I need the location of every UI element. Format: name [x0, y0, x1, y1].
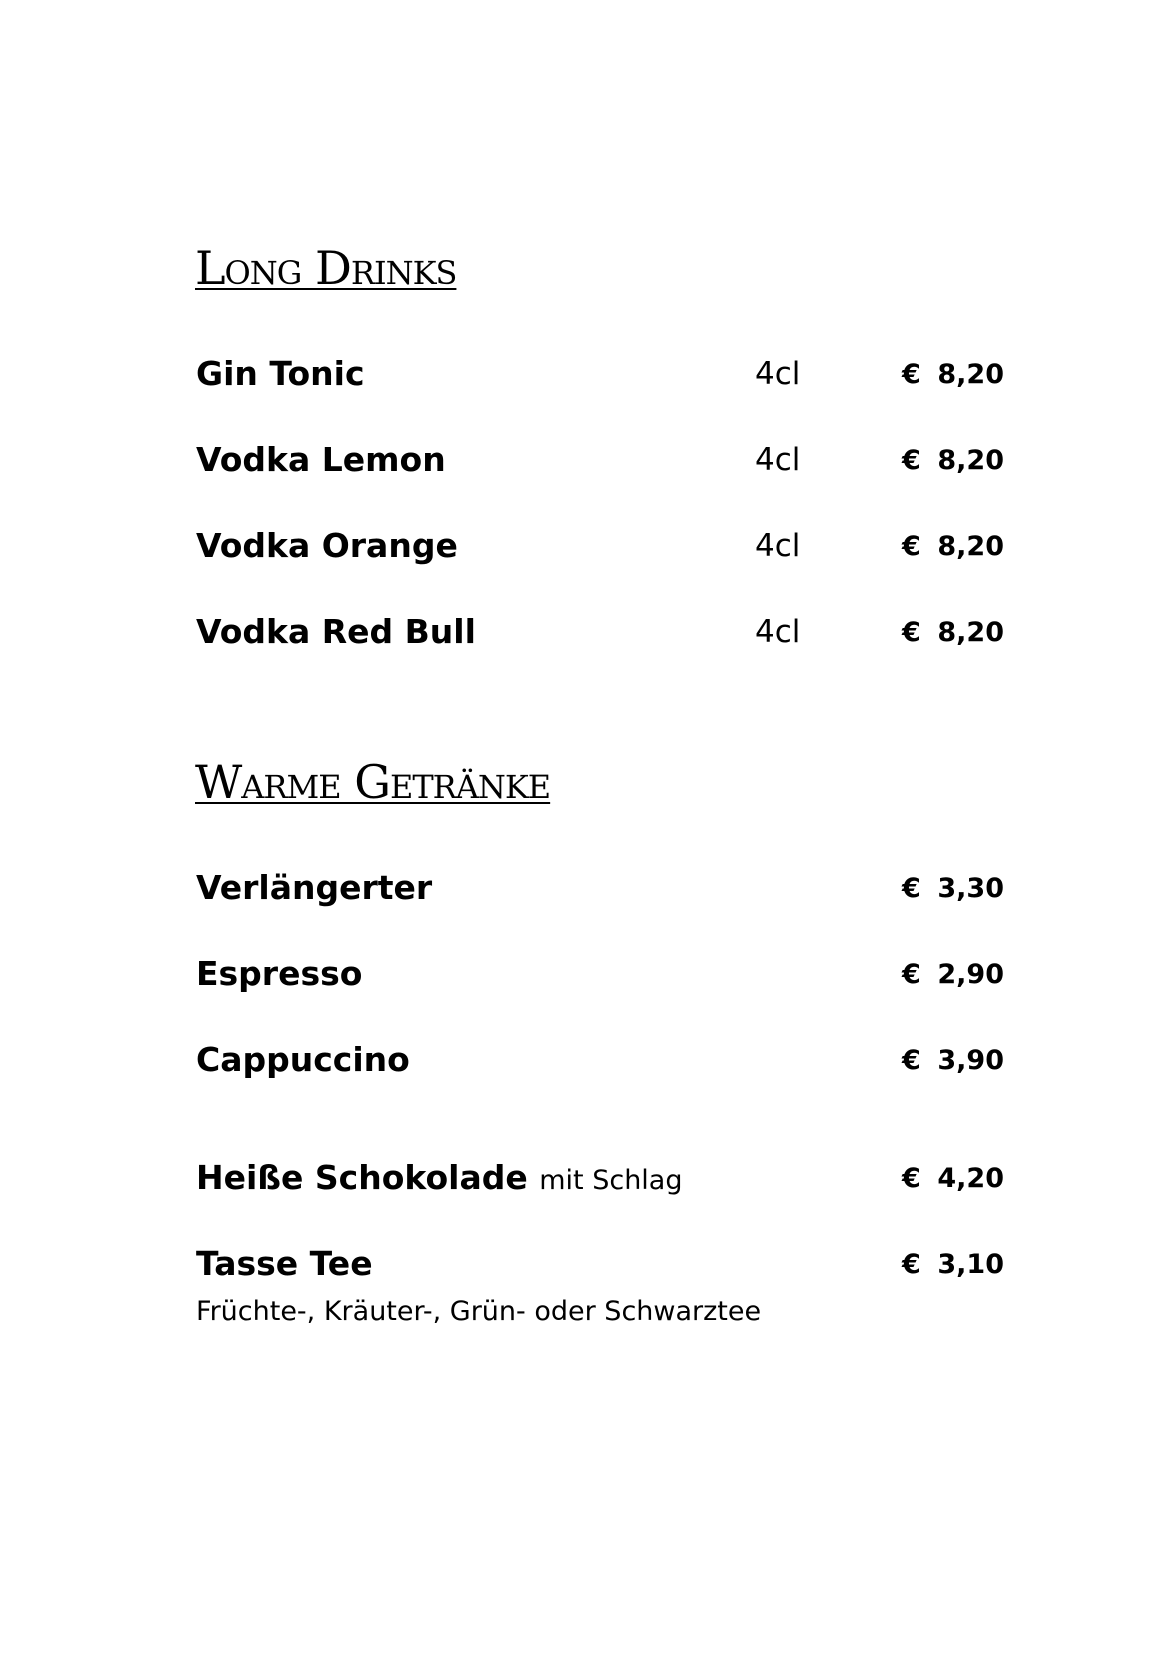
item-name: Gin Tonic: [196, 354, 365, 393]
item-volume: 4cl: [755, 614, 801, 650]
item-name: Vodka Orange: [196, 526, 458, 565]
currency-symbol: €: [902, 1045, 921, 1076]
currency-symbol: €: [902, 959, 921, 990]
price-amount: 2,90: [937, 959, 1004, 990]
section-title-warme-getraenke: Warme Getränke: [195, 755, 551, 809]
item-name: Tasse Tee: [196, 1244, 373, 1283]
item-volume: 4cl: [755, 528, 801, 564]
price-amount: 3,90: [937, 1045, 1004, 1076]
price-amount: 8,20: [937, 617, 1004, 648]
menu-item: [0, 1242, 1166, 1286]
price-amount: 8,20: [937, 445, 1004, 476]
currency-symbol: €: [902, 1249, 921, 1280]
menu-item: [0, 1156, 1166, 1200]
item-name: Heiße Schokolade: [196, 1158, 528, 1197]
item-name: Espresso: [196, 954, 363, 993]
menu-item: [0, 866, 1166, 910]
menu-item: [0, 352, 1166, 396]
price-amount: 8,20: [937, 359, 1004, 390]
item-name-wrap: [196, 1156, 683, 1203]
item-note: mit Schlag: [539, 1165, 683, 1196]
currency-symbol: €: [902, 445, 921, 476]
price-amount: 8,20: [937, 531, 1004, 562]
price-amount: 3,10: [937, 1249, 1004, 1280]
item-name: Vodka Red Bull: [196, 612, 476, 651]
section-title-long-drinks: Long Drinks: [195, 241, 457, 295]
menu-item: [0, 438, 1166, 482]
item-name: Vodka Lemon: [196, 440, 446, 479]
item-volume: 4cl: [755, 356, 801, 392]
menu-item: [0, 610, 1166, 654]
price-amount: 3,30: [937, 873, 1004, 904]
item-description: Früchte-, Kräuter-, Grün- oder Schwarztee: [196, 1296, 762, 1327]
item-name: Cappuccino: [196, 1040, 410, 1079]
currency-symbol: €: [902, 359, 921, 390]
price-amount: 4,20: [937, 1163, 1004, 1194]
item-name: Verlängerter: [196, 868, 433, 907]
currency-symbol: €: [902, 873, 921, 904]
item-volume: 4cl: [755, 442, 801, 478]
currency-symbol: €: [902, 531, 921, 562]
menu-item: [0, 1038, 1166, 1082]
menu-item: [0, 524, 1166, 568]
currency-symbol: €: [902, 1163, 921, 1194]
currency-symbol: €: [902, 617, 921, 648]
menu-item: [0, 952, 1166, 996]
